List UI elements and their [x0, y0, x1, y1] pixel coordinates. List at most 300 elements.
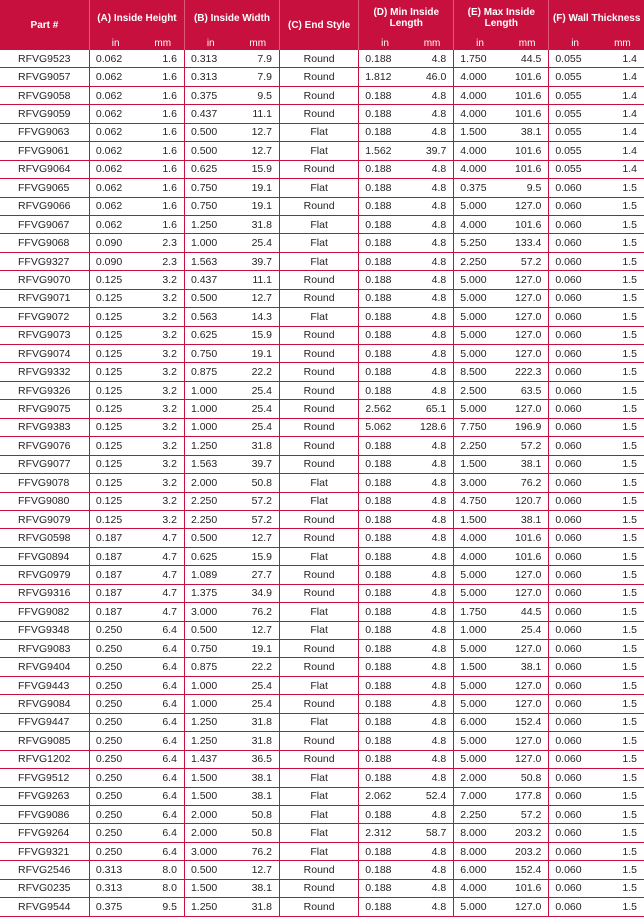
inside-height-mm-cell: 6.4: [141, 769, 184, 787]
part-number-cell: RFVG9064: [0, 160, 89, 178]
inside-width-mm-cell: 34.9: [237, 584, 280, 602]
min-length-in-cell: 2.312: [359, 824, 411, 842]
max-length-in-cell: 2.500: [454, 381, 506, 399]
inside-height-in-cell: 0.250: [89, 805, 141, 823]
table-row: [0, 805, 644, 823]
inside-height-mm-cell: 6.4: [141, 713, 184, 731]
inside-height-mm-cell: 6.4: [141, 676, 184, 694]
part-number-cell: FFVG9264: [0, 824, 89, 842]
wall-thickness-in-cell: 0.060: [549, 732, 601, 750]
wall-thickness-mm-cell: 1.5: [601, 529, 644, 547]
inside-width-in-cell: 1.089: [184, 566, 236, 584]
inside-height-in-cell: 0.375: [89, 898, 141, 916]
part-number-cell: FFVG9512: [0, 769, 89, 787]
min-length-in-cell: 0.188: [359, 732, 411, 750]
min-length-in-cell: 0.188: [359, 547, 411, 565]
wall-thickness-mm-cell: 1.5: [601, 640, 644, 658]
inside-height-in-cell: 0.250: [89, 658, 141, 676]
min-length-in-cell: 0.188: [359, 842, 411, 860]
wall-thickness-mm-cell: 1.5: [601, 381, 644, 399]
max-length-in-cell: 4.000: [454, 68, 506, 86]
min-length-in-cell: 0.188: [359, 510, 411, 528]
inside-width-in-cell: 1.000: [184, 418, 236, 436]
min-length-mm-cell: 4.8: [411, 86, 454, 104]
unit-in: in: [359, 36, 411, 50]
min-length-in-cell: 0.188: [359, 215, 411, 233]
inside-width-mm-cell: 12.7: [237, 529, 280, 547]
table-row: [0, 68, 644, 86]
min-length-mm-cell: 4.8: [411, 105, 454, 123]
min-length-in-cell: 0.188: [359, 584, 411, 602]
table-row: [0, 418, 644, 436]
header-wall-thickness: (F) Wall Thickness: [549, 0, 644, 36]
part-number-cell: FFVG9072: [0, 308, 89, 326]
part-number-cell: RFVG9523: [0, 50, 89, 68]
wall-thickness-in-cell: 0.060: [549, 474, 601, 492]
table-row: [0, 308, 644, 326]
part-number-cell: FFVG9447: [0, 713, 89, 731]
inside-width-in-cell: 0.875: [184, 363, 236, 381]
wall-thickness-in-cell: 0.055: [549, 86, 601, 104]
wall-thickness-in-cell: 0.060: [549, 363, 601, 381]
table-row: [0, 455, 644, 473]
min-length-in-cell: 0.188: [359, 86, 411, 104]
min-length-in-cell: 0.188: [359, 123, 411, 141]
wall-thickness-in-cell: 0.055: [549, 160, 601, 178]
table-row: [0, 474, 644, 492]
wall-thickness-mm-cell: 1.5: [601, 898, 644, 916]
inside-height-in-cell: 0.250: [89, 769, 141, 787]
min-length-mm-cell: 39.7: [411, 142, 454, 160]
min-length-mm-cell: 4.8: [411, 252, 454, 270]
wall-thickness-mm-cell: 1.5: [601, 676, 644, 694]
table-row: [0, 510, 644, 528]
end-style-cell: Flat: [280, 474, 359, 492]
part-number-cell: RFVG9074: [0, 345, 89, 363]
min-length-in-cell: 0.188: [359, 381, 411, 399]
inside-width-mm-cell: 12.7: [237, 289, 280, 307]
inside-width-mm-cell: 31.8: [237, 215, 280, 233]
end-style-cell: Round: [280, 86, 359, 104]
min-length-in-cell: 0.188: [359, 621, 411, 639]
inside-height-mm-cell: 1.6: [141, 197, 184, 215]
inside-height-mm-cell: 1.6: [141, 215, 184, 233]
inside-height-in-cell: 0.250: [89, 640, 141, 658]
end-style-cell: Flat: [280, 179, 359, 197]
inside-height-mm-cell: 9.5: [141, 898, 184, 916]
inside-width-mm-cell: 38.1: [237, 879, 280, 897]
table-row: [0, 400, 644, 418]
inside-width-mm-cell: 31.8: [237, 732, 280, 750]
wall-thickness-in-cell: 0.060: [549, 879, 601, 897]
min-length-in-cell: 5.062: [359, 418, 411, 436]
min-length-mm-cell: 4.8: [411, 510, 454, 528]
max-length-in-cell: 8.000: [454, 842, 506, 860]
wall-thickness-in-cell: 0.060: [549, 898, 601, 916]
max-length-in-cell: 5.000: [454, 732, 506, 750]
wall-thickness-in-cell: 0.060: [549, 695, 601, 713]
end-style-cell: Round: [280, 879, 359, 897]
unit-in: in: [454, 36, 506, 50]
min-length-mm-cell: 4.8: [411, 695, 454, 713]
max-length-mm-cell: 101.6: [506, 105, 549, 123]
end-style-cell: Round: [280, 271, 359, 289]
inside-width-in-cell: 0.437: [184, 271, 236, 289]
inside-height-in-cell: 0.125: [89, 400, 141, 418]
table-row: [0, 215, 644, 233]
inside-width-mm-cell: 12.7: [237, 142, 280, 160]
min-length-mm-cell: 4.8: [411, 842, 454, 860]
wall-thickness-in-cell: 0.060: [549, 676, 601, 694]
part-number-cell: FFVG9321: [0, 842, 89, 860]
max-length-mm-cell: 127.0: [506, 676, 549, 694]
min-length-in-cell: 0.188: [359, 676, 411, 694]
inside-width-mm-cell: 22.2: [237, 658, 280, 676]
inside-height-in-cell: 0.187: [89, 603, 141, 621]
max-length-mm-cell: 152.4: [506, 861, 549, 879]
wall-thickness-mm-cell: 1.5: [601, 732, 644, 750]
inside-width-in-cell: 1.000: [184, 400, 236, 418]
wall-thickness-mm-cell: 1.5: [601, 418, 644, 436]
inside-width-mm-cell: 57.2: [237, 510, 280, 528]
min-length-in-cell: 0.188: [359, 879, 411, 897]
end-style-cell: Flat: [280, 713, 359, 731]
max-length-mm-cell: 76.2: [506, 474, 549, 492]
table-row: [0, 363, 644, 381]
inside-height-mm-cell: 6.4: [141, 805, 184, 823]
max-length-mm-cell: 57.2: [506, 805, 549, 823]
inside-width-in-cell: 1.563: [184, 455, 236, 473]
part-number-cell: RFVG9084: [0, 695, 89, 713]
table-row: [0, 732, 644, 750]
end-style-cell: Round: [280, 400, 359, 418]
end-style-cell: Round: [280, 898, 359, 916]
inside-height-in-cell: 0.062: [89, 105, 141, 123]
inside-width-mm-cell: 25.4: [237, 400, 280, 418]
end-style-cell: Round: [280, 160, 359, 178]
end-style-cell: Flat: [280, 252, 359, 270]
max-length-mm-cell: 127.0: [506, 289, 549, 307]
max-length-in-cell: 2.000: [454, 769, 506, 787]
wall-thickness-in-cell: 0.060: [549, 824, 601, 842]
part-number-cell: RFVG0235: [0, 879, 89, 897]
inside-height-in-cell: 0.062: [89, 86, 141, 104]
part-number-cell: FFVG9065: [0, 179, 89, 197]
wall-thickness-in-cell: 0.055: [549, 142, 601, 160]
max-length-mm-cell: 203.2: [506, 842, 549, 860]
wall-thickness-in-cell: 0.055: [549, 123, 601, 141]
max-length-in-cell: 4.000: [454, 142, 506, 160]
inside-height-mm-cell: 1.6: [141, 160, 184, 178]
inside-width-mm-cell: 31.8: [237, 437, 280, 455]
wall-thickness-mm-cell: 1.5: [601, 308, 644, 326]
wall-thickness-mm-cell: 1.5: [601, 805, 644, 823]
inside-width-in-cell: 0.437: [184, 105, 236, 123]
max-length-mm-cell: 57.2: [506, 437, 549, 455]
inside-width-in-cell: 0.625: [184, 160, 236, 178]
wall-thickness-mm-cell: 1.5: [601, 824, 644, 842]
max-length-in-cell: 5.250: [454, 234, 506, 252]
max-length-in-cell: 4.750: [454, 492, 506, 510]
part-number-cell: RFVG9383: [0, 418, 89, 436]
wall-thickness-mm-cell: 1.5: [601, 234, 644, 252]
table-row: [0, 381, 644, 399]
wall-thickness-mm-cell: 1.4: [601, 68, 644, 86]
inside-width-in-cell: 1.437: [184, 750, 236, 768]
min-length-in-cell: 0.188: [359, 529, 411, 547]
inside-width-in-cell: 0.875: [184, 658, 236, 676]
table-row: [0, 824, 644, 842]
table-row: [0, 345, 644, 363]
inside-width-in-cell: 2.000: [184, 474, 236, 492]
max-length-in-cell: 4.000: [454, 86, 506, 104]
wall-thickness-in-cell: 0.060: [549, 455, 601, 473]
max-length-mm-cell: 101.6: [506, 529, 549, 547]
inside-height-in-cell: 0.125: [89, 326, 141, 344]
part-number-cell: RFVG9075: [0, 400, 89, 418]
inside-height-mm-cell: 3.2: [141, 345, 184, 363]
end-style-cell: Round: [280, 658, 359, 676]
wall-thickness-mm-cell: 1.5: [601, 713, 644, 731]
min-length-in-cell: 0.188: [359, 750, 411, 768]
min-length-mm-cell: 4.8: [411, 326, 454, 344]
max-length-mm-cell: 127.0: [506, 584, 549, 602]
inside-width-mm-cell: 11.1: [237, 105, 280, 123]
min-length-mm-cell: 4.8: [411, 215, 454, 233]
inside-height-in-cell: 0.250: [89, 676, 141, 694]
table-row: [0, 86, 644, 104]
max-length-mm-cell: 127.0: [506, 732, 549, 750]
inside-width-in-cell: 0.313: [184, 50, 236, 68]
inside-width-in-cell: 1.500: [184, 769, 236, 787]
end-style-cell: Round: [280, 640, 359, 658]
inside-height-in-cell: 0.250: [89, 787, 141, 805]
end-style-cell: Round: [280, 345, 359, 363]
table-row: [0, 861, 644, 879]
wall-thickness-mm-cell: 1.5: [601, 621, 644, 639]
end-style-cell: Round: [280, 455, 359, 473]
part-number-cell: RFVG9071: [0, 289, 89, 307]
wall-thickness-mm-cell: 1.4: [601, 86, 644, 104]
min-length-mm-cell: 4.8: [411, 437, 454, 455]
inside-width-in-cell: 1.000: [184, 695, 236, 713]
wall-thickness-mm-cell: 1.5: [601, 584, 644, 602]
table-row: [0, 547, 644, 565]
max-length-mm-cell: 196.9: [506, 418, 549, 436]
part-number-cell: FFVG9082: [0, 603, 89, 621]
inside-height-in-cell: 0.187: [89, 584, 141, 602]
wall-thickness-mm-cell: 1.5: [601, 695, 644, 713]
inside-height-in-cell: 0.250: [89, 695, 141, 713]
min-length-mm-cell: 4.8: [411, 123, 454, 141]
wall-thickness-in-cell: 0.060: [549, 308, 601, 326]
inside-height-in-cell: 0.125: [89, 510, 141, 528]
inside-width-mm-cell: 25.4: [237, 381, 280, 399]
wall-thickness-mm-cell: 1.5: [601, 345, 644, 363]
min-length-mm-cell: 4.8: [411, 603, 454, 621]
end-style-cell: Flat: [280, 805, 359, 823]
max-length-in-cell: 5.000: [454, 326, 506, 344]
table-row: [0, 50, 644, 68]
inside-width-mm-cell: 7.9: [237, 50, 280, 68]
wall-thickness-in-cell: 0.060: [549, 713, 601, 731]
max-length-in-cell: 4.000: [454, 529, 506, 547]
min-length-in-cell: 0.188: [359, 197, 411, 215]
end-style-cell: Round: [280, 197, 359, 215]
inside-width-in-cell: 1.250: [184, 898, 236, 916]
part-number-cell: FFVG9443: [0, 676, 89, 694]
end-style-cell: Round: [280, 750, 359, 768]
inside-height-mm-cell: 4.7: [141, 529, 184, 547]
inside-height-in-cell: 0.062: [89, 160, 141, 178]
inside-height-mm-cell: 6.4: [141, 695, 184, 713]
part-number-cell: RFVG9070: [0, 271, 89, 289]
part-number-cell: RFVG9058: [0, 86, 89, 104]
unit-mm: mm: [141, 36, 184, 50]
part-number-cell: RFVG9316: [0, 584, 89, 602]
max-length-in-cell: 5.000: [454, 695, 506, 713]
part-number-cell: RFVG9073: [0, 326, 89, 344]
inside-width-mm-cell: 31.8: [237, 898, 280, 916]
max-length-in-cell: 2.250: [454, 252, 506, 270]
max-length-mm-cell: 120.7: [506, 492, 549, 510]
inside-width-in-cell: 1.500: [184, 879, 236, 897]
table-row: [0, 769, 644, 787]
max-length-mm-cell: 57.2: [506, 252, 549, 270]
end-style-cell: Round: [280, 695, 359, 713]
table-row: [0, 879, 644, 897]
max-length-mm-cell: 127.0: [506, 566, 549, 584]
inside-width-mm-cell: 39.7: [237, 455, 280, 473]
max-length-in-cell: 5.000: [454, 345, 506, 363]
min-length-mm-cell: 52.4: [411, 787, 454, 805]
wall-thickness-in-cell: 0.055: [549, 68, 601, 86]
inside-height-in-cell: 0.062: [89, 68, 141, 86]
part-number-cell: RFVG9404: [0, 658, 89, 676]
min-length-mm-cell: 4.8: [411, 732, 454, 750]
inside-height-in-cell: 0.125: [89, 455, 141, 473]
wall-thickness-mm-cell: 1.5: [601, 455, 644, 473]
min-length-in-cell: 0.188: [359, 474, 411, 492]
max-length-in-cell: 1.500: [454, 510, 506, 528]
inside-height-mm-cell: 1.6: [141, 142, 184, 160]
wall-thickness-in-cell: 0.060: [549, 179, 601, 197]
min-length-in-cell: 0.188: [359, 179, 411, 197]
inside-height-mm-cell: 6.4: [141, 824, 184, 842]
inside-height-mm-cell: 3.2: [141, 455, 184, 473]
min-length-mm-cell: 4.8: [411, 50, 454, 68]
table-row: [0, 658, 644, 676]
table-row: [0, 695, 644, 713]
header-inside-height: (A) Inside Height: [89, 0, 184, 36]
part-number-cell: FFVG9068: [0, 234, 89, 252]
inside-height-mm-cell: 3.2: [141, 363, 184, 381]
max-length-in-cell: 5.000: [454, 400, 506, 418]
max-length-mm-cell: 50.8: [506, 769, 549, 787]
inside-height-mm-cell: 4.7: [141, 603, 184, 621]
max-length-mm-cell: 127.0: [506, 197, 549, 215]
max-length-in-cell: 1.500: [454, 658, 506, 676]
table-row: [0, 676, 644, 694]
max-length-in-cell: 5.000: [454, 308, 506, 326]
inside-width-mm-cell: 15.9: [237, 326, 280, 344]
max-length-in-cell: 4.000: [454, 879, 506, 897]
max-length-in-cell: 8.000: [454, 824, 506, 842]
max-length-mm-cell: 152.4: [506, 713, 549, 731]
part-number-cell: RFVG9332: [0, 363, 89, 381]
max-length-mm-cell: 127.0: [506, 326, 549, 344]
max-length-mm-cell: 101.6: [506, 86, 549, 104]
inside-width-in-cell: 0.313: [184, 68, 236, 86]
max-length-in-cell: 2.250: [454, 437, 506, 455]
max-length-in-cell: 5.000: [454, 640, 506, 658]
inside-height-mm-cell: 3.2: [141, 400, 184, 418]
min-length-mm-cell: 4.8: [411, 861, 454, 879]
wall-thickness-mm-cell: 1.5: [601, 769, 644, 787]
wall-thickness-mm-cell: 1.4: [601, 123, 644, 141]
inside-width-mm-cell: 15.9: [237, 160, 280, 178]
inside-width-mm-cell: 12.7: [237, 861, 280, 879]
part-number-cell: FFVG9327: [0, 252, 89, 270]
max-length-in-cell: 4.000: [454, 105, 506, 123]
wall-thickness-in-cell: 0.060: [549, 603, 601, 621]
min-length-in-cell: 0.188: [359, 805, 411, 823]
inside-width-mm-cell: 12.7: [237, 123, 280, 141]
wall-thickness-mm-cell: 1.5: [601, 437, 644, 455]
wall-thickness-in-cell: 0.055: [549, 50, 601, 68]
inside-width-in-cell: 1.250: [184, 215, 236, 233]
inside-width-in-cell: 1.250: [184, 732, 236, 750]
inside-height-in-cell: 0.313: [89, 879, 141, 897]
end-style-cell: Round: [280, 381, 359, 399]
inside-height-in-cell: 0.125: [89, 308, 141, 326]
end-style-cell: Flat: [280, 547, 359, 565]
min-length-mm-cell: 4.8: [411, 455, 454, 473]
part-number-cell: RFVG9083: [0, 640, 89, 658]
max-length-mm-cell: 25.4: [506, 621, 549, 639]
inside-width-mm-cell: 22.2: [237, 363, 280, 381]
end-style-cell: Flat: [280, 142, 359, 160]
max-length-mm-cell: 127.0: [506, 695, 549, 713]
max-length-mm-cell: 133.4: [506, 234, 549, 252]
header-inside-width: (B) Inside Width: [184, 0, 279, 36]
inside-height-mm-cell: 4.7: [141, 547, 184, 565]
inside-width-mm-cell: 25.4: [237, 676, 280, 694]
max-length-in-cell: 5.000: [454, 271, 506, 289]
inside-height-mm-cell: 3.2: [141, 381, 184, 399]
part-number-cell: FFVG0894: [0, 547, 89, 565]
unit-in: in: [89, 36, 141, 50]
min-length-in-cell: 2.062: [359, 787, 411, 805]
table-row: [0, 603, 644, 621]
max-length-in-cell: 7.750: [454, 418, 506, 436]
wall-thickness-in-cell: 0.060: [549, 252, 601, 270]
max-length-mm-cell: 127.0: [506, 400, 549, 418]
part-number-cell: RFVG0979: [0, 566, 89, 584]
wall-thickness-mm-cell: 1.5: [601, 603, 644, 621]
end-style-cell: Round: [280, 437, 359, 455]
wall-thickness-mm-cell: 1.4: [601, 105, 644, 123]
part-number-cell: FFVG9061: [0, 142, 89, 160]
part-number-cell: FFVG9080: [0, 492, 89, 510]
inside-width-in-cell: 2.000: [184, 824, 236, 842]
wall-thickness-mm-cell: 1.5: [601, 252, 644, 270]
end-style-cell: Round: [280, 418, 359, 436]
header-max-length: (E) Max Inside Length: [454, 0, 549, 36]
wall-thickness-mm-cell: 1.5: [601, 566, 644, 584]
min-length-in-cell: 0.188: [359, 326, 411, 344]
inside-width-mm-cell: 9.5: [237, 86, 280, 104]
